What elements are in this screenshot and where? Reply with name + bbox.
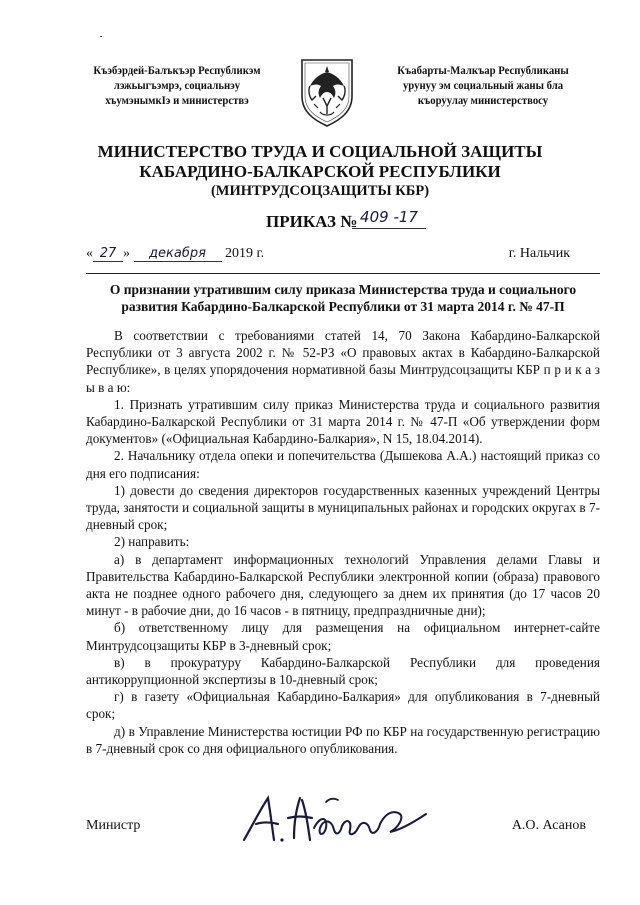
order-subject [86, 281, 600, 315]
ministry-name-line1: МИНИСТЕРСТВО ТРУДА И СОЦИАЛЬНОЙ ЗАЩИТЫ [97, 142, 543, 161]
body-paragraph: а) в департамент информационных технологий Управления делами Главы и Правительства Кабардино-Балкарской Республики электронной копии (образа) правового акта не позднее одного рабочего дня, следующего за днем их принятия (до 17 часов 20 минут - в рабочие дни, до 16 часов - в пятницу, предпраздничные дни); [86, 551, 600, 619]
date-month-handwritten: декабря [134, 246, 222, 262]
signatory-title: Министр [86, 818, 141, 833]
date-year: 2019 г. [225, 246, 265, 261]
date-close-quote: » [123, 246, 130, 261]
order-date [86, 246, 264, 262]
order-label: ПРИКАЗ № [266, 212, 358, 231]
header-right-line: къоруулау министерствосу [417, 95, 549, 107]
subject-line: развития Кабардино-Балкарской Республики от 31 марта 2014 г. № 47-П [121, 299, 565, 314]
body-paragraph: 1. Признать утратившим силу приказ Министерства труда и социального развития Кабардино-Балкарской Республики от 31 марта 2014 г. № 47-П «Об утверждении форм документов» («Официальная Кабардино-Балкария», N 15, 18.04.2014). [86, 396, 600, 447]
body-paragraph: г) в газету «Официальная Кабардино-Балкария» для опубликования в 7-дневный срок; [86, 689, 600, 722]
body-paragraph: 2) направить: [114, 534, 190, 550]
header-left-line: лэжьыгъэмрэ, социальнэу [113, 80, 241, 92]
date-day-handwritten: 27 [93, 246, 123, 262]
subject-line: О признании утратившим силу приказа Министерства труда и социального [109, 282, 577, 297]
body-paragraph: б) ответственному лицу для размещения на официальном интернет-сайте Минтрудсоцзащиты КБР в 3-дневный срок; [86, 620, 600, 653]
header-balkar [385, 64, 580, 109]
ministry-abbreviation: (МИНТРУДСОЦЗАЩИТЫ КБР) [210, 183, 430, 199]
coat-of-arms-emblem-icon [296, 56, 358, 128]
body-paragraph: 2. Начальнику отдела опеки и попечительства (Дышекова А.А.) настоящий приказ со дня его подписания: [86, 448, 600, 481]
body-paragraph: в) в прокуратуру Кабардино-Балкарской Республики для проведения антикоррупционной экспертизы в 10-дневный срок; [86, 654, 600, 688]
divider-line [86, 273, 600, 274]
header-kabardian [79, 64, 274, 109]
signatory-name: А.О. Асанов [511, 818, 586, 833]
header-right-line: урунуу эм социальный жаны бла [402, 80, 564, 92]
date-open-quote: « [86, 246, 93, 261]
order-number-handwritten: 409 -17 [352, 208, 426, 229]
body-paragraph: д) в Управление Министерства юстиции РФ по КБР на государственную регистрацию в 7-дневный срок со дня официального опубликования. [86, 723, 600, 756]
header-left-line: хъумэнымкIэ и министерствэ [105, 95, 249, 107]
body-paragraph: 1) довести до сведения директоров государственных казенных учреждений Центры труда, занятости и социальной защиты в муниципальных районах и городских округах в 7-дневный срок; [86, 482, 600, 533]
order-city: г. Нальчик [508, 246, 570, 261]
handwritten-signature [230, 788, 440, 852]
header-left-line: Къэбэрдей-Балъкъэр Республикэм [93, 65, 261, 77]
order-body [86, 327, 600, 757]
body-paragraph: В соответствии с требованиями статей 14, 70 Закона Кабардино-Балкарской Республики от 3 августа 2002 г. № 52-РЗ «О правовых актах в Кабардино-Балкарской Республике», в целях упорядочения нормативной базы Минтрудсоцзащиты КБР п р и к а з ы в а ю: [86, 328, 600, 395]
scan-speck [100, 36, 102, 37]
header-right-line: Къабарты-Малкъар Республиканы [397, 65, 569, 77]
ministry-name-line2: КАБАРДИНО-БАЛКАРСКОЙ РЕСПУБЛИКИ [139, 162, 501, 181]
